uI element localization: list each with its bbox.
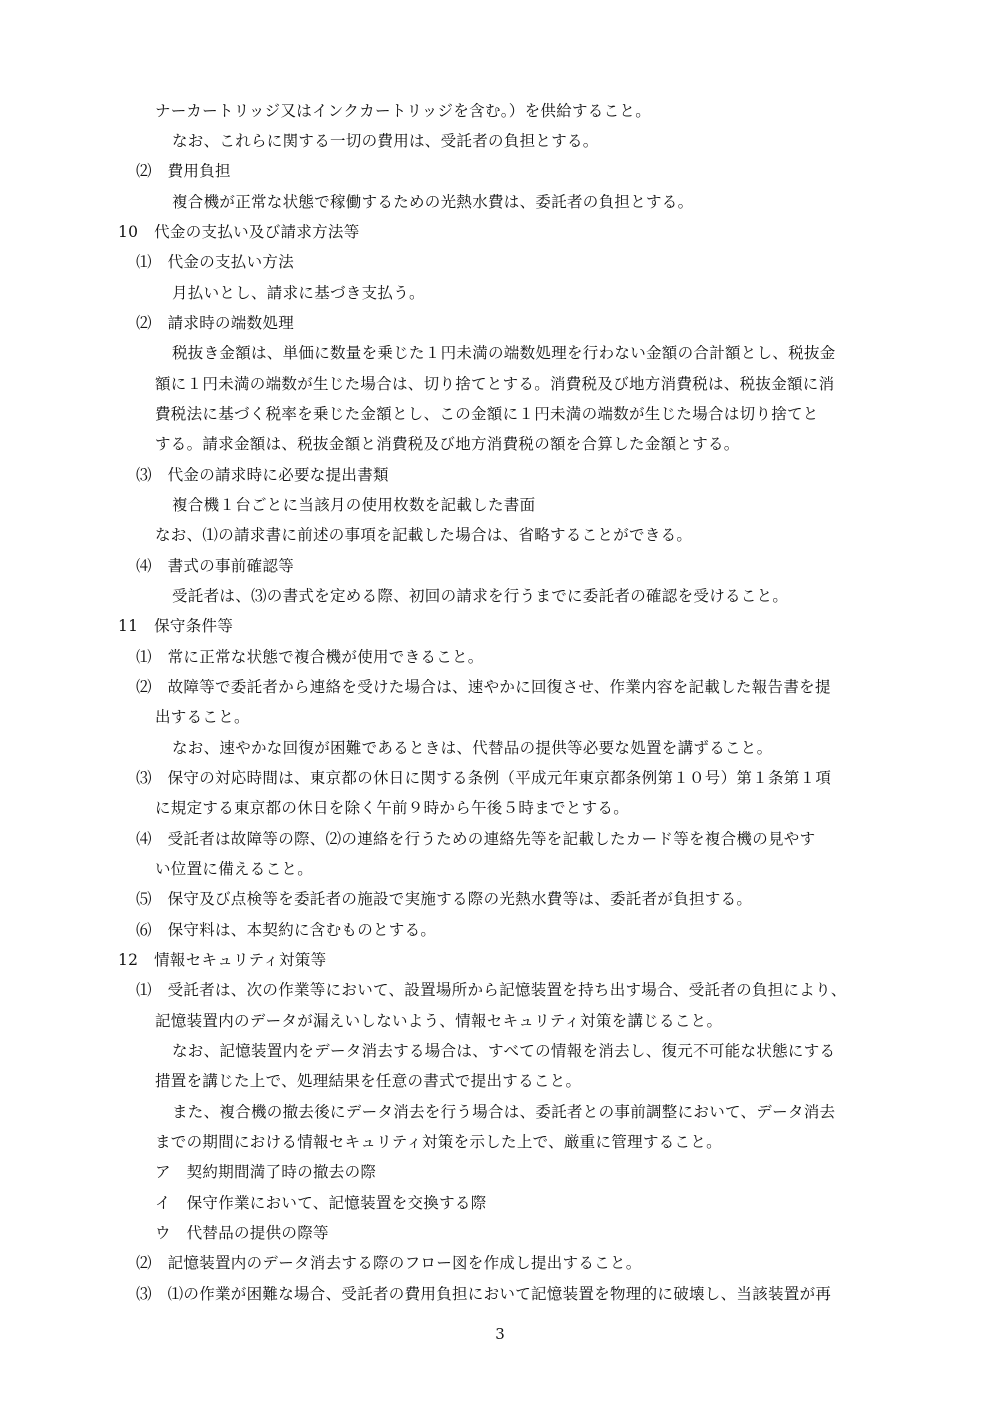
text-line: また、複合機の撤去後にデータ消去を行う場合は、委託者との事前調整において、データ消去 <box>172 1103 836 1121</box>
text-line: 出すること。 <box>155 708 250 726</box>
text-line: 複合機１台ごとに当該月の使用枚数を記載した書面 <box>172 496 536 514</box>
text-line: 費税法に基づく税率を乗じた金額とし、この金額に１円未満の端数が生じた場合は切り捨てと <box>155 405 819 423</box>
page-number: 3 <box>495 1325 505 1343</box>
text-line: なお、⑴の請求書に前述の事項を記載した場合は、省略することができる。 <box>155 526 693 544</box>
text-line: に規定する東京都の休日を除く午前９時から午後５時までとする。 <box>155 799 630 817</box>
text-line: 額に１円未満の端数が生じた場合は、切り捨てとする。消費税及び地方消費税は、税抜金額に消 <box>155 375 835 393</box>
list-item: ⑷ 受託者は故障等の際、⑵の連絡を行うための連絡先等を記載したカード等を複合機の見やす <box>136 830 816 848</box>
subsection-heading: ⑶ 代金の請求時に必要な提出書類 <box>136 466 389 484</box>
list-item: ⑴ 受託者は、次の作業等において、設置場所から記憶装置を持ち出す場合、受託者の負担により、 <box>136 981 847 999</box>
list-item: ウ 代替品の提供の際等 <box>155 1224 329 1242</box>
text-line: 受託者は、⑶の書式を定める際、初回の請求を行うまでに委託者の確認を受けること。 <box>172 587 789 605</box>
list-item: ⑴ 常に正常な状態で複合機が使用できること。 <box>136 648 484 666</box>
text-line: ナーカートリッジ又はインクカートリッジを含む。）を供給すること。 <box>155 102 651 120</box>
text-line: なお、速やかな回復が困難であるときは、代替品の提供等必要な処置を講ずること。 <box>172 739 773 757</box>
section-heading: 12 情報セキュリティ対策等 <box>118 951 327 969</box>
section-heading: 10 代金の支払い及び請求方法等 <box>118 223 360 241</box>
subsection-heading: ⑷ 書式の事前確認等 <box>136 557 295 575</box>
list-item: ⑸ 保守及び点検等を委託者の施設で実施する際の光熱水費等は、委託者が負担する。 <box>136 890 753 908</box>
subsection-heading: ⑴ 代金の支払い方法 <box>136 253 295 271</box>
text-line: い位置に備えること。 <box>155 860 314 878</box>
list-item: ア 契約期間満了時の撤去の際 <box>155 1163 377 1181</box>
list-item: ⑶ 保守の対応時間は、東京都の休日に関する条例（平成元年東京都条例第１０号）第１条第１項 <box>136 769 832 787</box>
text-line: する。請求金額は、税抜金額と消費税及び地方消費税の額を合算した金額とする。 <box>155 435 740 453</box>
text-line: なお、記憶装置内をデータ消去する場合は、すべての情報を消去し、復元不可能な状態にする <box>172 1042 836 1060</box>
text-line: 記憶装置内のデータが漏えいしないよう、情報セキュリティ対策を講じること。 <box>155 1012 723 1030</box>
text-line: 月払いとし、請求に基づき支払う。 <box>172 284 425 302</box>
text-line: 税抜き金額は、単価に数量を乗じた１円未満の端数処理を行わない金額の合計額とし、税抜金 <box>172 344 836 362</box>
list-item: ⑹ 保守料は、本契約に含むものとする。 <box>136 921 437 939</box>
subsection-heading: ⑵ 費用負担 <box>136 162 231 180</box>
section-heading: 11 保守条件等 <box>118 617 234 635</box>
text-line: までの期間における情報セキュリティ対策を示した上で、厳重に管理すること。 <box>155 1133 722 1151</box>
text-line: なお、これらに関する一切の費用は、受託者の負担とする。 <box>172 132 599 150</box>
subsection-heading: ⑵ 請求時の端数処理 <box>136 314 295 332</box>
text-line: 複合機が正常な状態で稼働するための光熱水費は、委託者の負担とする。 <box>172 193 694 211</box>
list-item: ⑵ 記憶装置内のデータ消去する際のフロー図を作成し提出すること。 <box>136 1254 642 1272</box>
list-item: イ 保守作業において、記憶装置を交換する際 <box>155 1194 487 1212</box>
text-line: 措置を講じた上で、処理結果を任意の書式で提出すること。 <box>155 1072 582 1090</box>
list-item: ⑵ 故障等で委託者から連絡を受けた場合は、速やかに回復させ、作業内容を記載した報告書を提 <box>136 678 831 696</box>
list-item: ⑶ ⑴の作業が困難な場合、受託者の費用負担において記憶装置を物理的に破壊し、当該装置が再 <box>136 1285 832 1303</box>
